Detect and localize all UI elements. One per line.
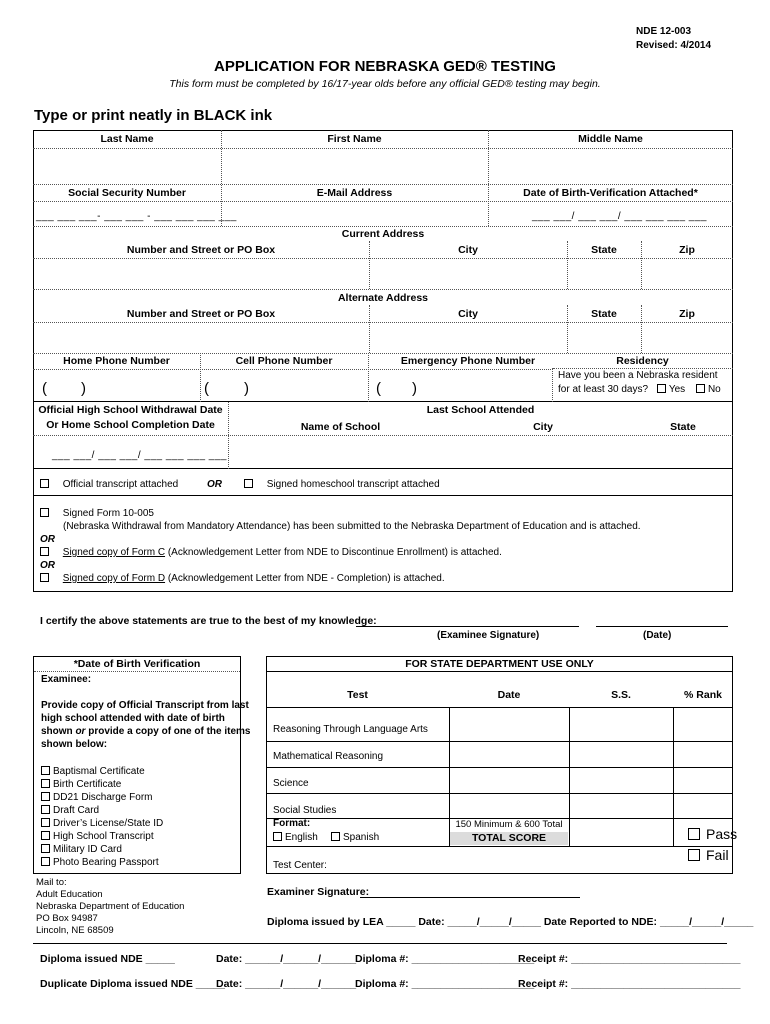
diploma-nde-receipt[interactable]: Receipt #: _____________________________	[518, 953, 741, 965]
or-label: OR	[207, 479, 222, 490]
withdrawal-date-field[interactable]: ___ ___/ ___ ___/ ___ ___ ___ ___	[52, 450, 227, 461]
cell-phone-label: Cell Phone Number	[235, 355, 333, 367]
form-d-checkbox[interactable]: Signed copy of Form D (Acknowledgement Letter from NDE - Completion) is attached.	[40, 573, 445, 584]
checkbox-icon	[41, 844, 50, 853]
or-label: OR	[40, 560, 55, 571]
dob-field[interactable]: ___ ___/ ___ ___/ ___ ___ ___ ___	[532, 211, 707, 222]
examiner-signature-label: Examiner Signature:	[267, 886, 370, 898]
dob-instructions-line2: high school attended with date of birth	[41, 713, 225, 724]
checkbox-icon	[40, 479, 49, 488]
hs-transcript-checkbox[interactable]: High School Transcript	[41, 831, 154, 842]
current-city-field[interactable]	[370, 259, 566, 288]
home-phone-field[interactable]: ( )	[42, 380, 86, 397]
school-state-label: State	[670, 421, 696, 433]
ssn-label: Social Security Number	[68, 187, 186, 199]
withdrawal-label-line1: Official High School Withdrawal Date	[38, 404, 223, 416]
form-title: APPLICATION FOR NEBRASKA GED® TESTING	[214, 58, 556, 75]
col-test: Test	[347, 689, 368, 701]
draft-card-checkbox[interactable]: Draft Card	[41, 805, 99, 816]
certify-statement: I certify the above statements are true to the best of my knowledge:	[40, 615, 377, 627]
cell-phone-field[interactable]: ( )	[204, 380, 249, 397]
middle-name-label: Middle Name	[578, 133, 643, 145]
or-label: OR	[40, 534, 55, 545]
first-name-label: First Name	[327, 133, 382, 145]
checkbox-icon	[41, 805, 50, 814]
emergency-phone-field[interactable]: ( )	[376, 380, 417, 397]
dd21-checkbox[interactable]: DD21 Discharge Form	[41, 792, 152, 803]
alternate-city-label: City	[458, 308, 478, 320]
current-state-field[interactable]	[568, 259, 640, 288]
dob-instructions-line1: Provide copy of Official Transcript from last	[41, 700, 249, 711]
email-label: E-Mail Address	[316, 187, 393, 199]
checkbox-icon	[41, 831, 50, 840]
test-science: Science	[273, 778, 309, 789]
examinee-date-line[interactable]	[596, 626, 728, 627]
alternate-state-field[interactable]	[568, 323, 640, 352]
revised-date: Revised: 4/2014	[636, 40, 712, 51]
checkbox-icon	[41, 857, 50, 866]
duplicate-diploma-label[interactable]: Duplicate Diploma issued NDE _____	[40, 978, 225, 990]
drivers-license-checkbox[interactable]: Driver’s License/State ID	[41, 818, 163, 829]
test-center-label: Test Center:	[273, 860, 327, 871]
residency-question-line1: Have you been a Nebraska resident	[558, 370, 718, 381]
alternate-state-label: State	[591, 308, 617, 320]
test-math: Mathematical Reasoning	[273, 751, 384, 762]
ssn-field[interactable]: ___ ___ ___- ___ ___ - ___ ___ ___ ___	[36, 211, 237, 222]
examinee-signature-line[interactable]	[356, 626, 579, 627]
checkbox-icon	[41, 779, 50, 788]
email-field[interactable]	[222, 202, 487, 225]
diploma-nde-label[interactable]: Diploma issued NDE _____	[40, 953, 175, 965]
mail-to-line2: Nebraska Department of Education	[36, 901, 185, 912]
current-street-field[interactable]	[34, 259, 368, 288]
baptismal-certificate-checkbox[interactable]: Baptismal Certificate	[41, 766, 145, 777]
current-state-label: State	[591, 244, 617, 256]
duplicate-diploma-date[interactable]: Date: ______/______/______	[216, 978, 357, 990]
current-street-label: Number and Street or PO Box	[126, 244, 276, 256]
homeschool-transcript-checkbox[interactable]: Signed homeschool transcript attached	[244, 479, 440, 490]
alternate-zip-label: Zip	[679, 308, 695, 320]
form-c-checkbox[interactable]: Signed copy of Form C (Acknowledgement Letter from NDE to Discontinue Enrollment) is attached.	[40, 547, 502, 558]
checkbox-icon	[244, 479, 253, 488]
form-number: NDE 12-003	[636, 26, 692, 37]
withdrawal-label-line2: Or Home School Completion Date	[46, 419, 215, 431]
alternate-city-field[interactable]	[370, 323, 566, 352]
dob-verification-heading: *Date of Birth Verification	[73, 658, 201, 670]
last-school-heading: Last School Attended	[426, 404, 535, 416]
form-subtitle: This form must be completed by 16/17-year olds before any official GED® testing may begin.	[169, 78, 601, 90]
first-name-field[interactable]	[222, 149, 487, 183]
school-name-label: Name of School	[300, 421, 381, 433]
mail-to-label: Mail to:	[36, 877, 67, 888]
mail-to-line4: Lincoln, NE 68509	[36, 925, 114, 936]
fail-checkbox[interactable]: Fail	[688, 847, 729, 863]
current-zip-field[interactable]	[642, 259, 732, 288]
checkbox-icon	[41, 818, 50, 827]
last-name-field[interactable]	[34, 149, 220, 183]
format-spanish-checkbox[interactable]: Spanish	[331, 832, 379, 843]
checkbox-icon	[657, 384, 666, 393]
examiner-signature-line[interactable]	[360, 897, 580, 898]
military-id-checkbox[interactable]: Military ID Card	[41, 844, 122, 855]
checkbox-icon	[696, 384, 705, 393]
alternate-street-label: Number and Street or PO Box	[126, 308, 276, 320]
dob-instructions-line4: shown below:	[41, 739, 108, 750]
mail-to-line1: Adult Education	[36, 889, 103, 900]
pass-checkbox[interactable]: Pass	[688, 826, 737, 842]
form-10005-description: (Nebraska Withdrawal from Mandatory Attendance) has been submitted to the Nebraska Department of Education and is attached.	[63, 521, 641, 532]
mail-to-line3: PO Box 94987	[36, 913, 98, 924]
current-zip-label: Zip	[679, 244, 695, 256]
diploma-nde-number[interactable]: Diploma #: _____________________	[355, 953, 535, 965]
checkbox-icon	[41, 792, 50, 801]
form-10005-checkbox[interactable]: Signed Form 10-005	[40, 508, 154, 519]
col-ss: S.S.	[611, 689, 631, 701]
dob-label: Date of Birth-Verification Attached*	[523, 187, 698, 199]
alternate-street-field[interactable]	[34, 323, 368, 352]
alternate-zip-field[interactable]	[642, 323, 732, 352]
state-use-heading: FOR STATE DEPARTMENT USE ONLY	[405, 658, 594, 670]
school-city-label: City	[533, 421, 553, 433]
checkbox-icon	[40, 573, 49, 582]
checkbox-icon	[688, 828, 700, 840]
residency-yes-checkbox[interactable]: Yes	[657, 384, 685, 395]
dob-instructions-line3: shown or provide a copy of one of the items	[41, 726, 251, 737]
format-english-checkbox[interactable]: English	[273, 832, 318, 843]
signature-caption: (Examinee Signature)	[437, 630, 540, 641]
emergency-phone-label: Emergency Phone Number	[400, 355, 536, 367]
birth-certificate-checkbox[interactable]: Birth Certificate	[41, 779, 121, 790]
diploma-lea-line[interactable]: Diploma issued by LEA _____ Date: _____/_____/_____ Date Reported to NDE: _____/_____/_____	[267, 916, 754, 928]
passport-checkbox[interactable]: Photo Bearing Passport	[41, 857, 159, 868]
diploma-nde-date[interactable]: Date: ______/______/______	[216, 953, 357, 965]
current-city-label: City	[458, 244, 478, 256]
test-rla: Reasoning Through Language Arts	[273, 724, 428, 735]
last-name-label: Last Name	[100, 133, 154, 145]
residency-label: Residency	[616, 355, 669, 367]
checkbox-icon	[40, 508, 49, 517]
test-social-studies: Social Studies	[273, 805, 337, 816]
residency-question-line2: for at least 30 days? Yes No	[558, 384, 721, 395]
col-date: Date	[497, 689, 521, 701]
current-address-heading: Current Address	[341, 228, 425, 240]
official-transcript-checkbox[interactable]: Official transcript attached	[40, 479, 178, 490]
checkbox-icon	[40, 547, 49, 556]
checkbox-icon	[331, 832, 340, 841]
duplicate-diploma-receipt[interactable]: Receipt #: _____________________________	[518, 978, 741, 990]
ink-instruction: Type or print neatly in BLACK ink	[34, 107, 273, 124]
middle-name-field[interactable]	[489, 149, 732, 183]
home-phone-label: Home Phone Number	[63, 355, 170, 367]
duplicate-diploma-number[interactable]: Diploma #: _____________________	[355, 978, 535, 990]
checkbox-icon	[41, 766, 50, 775]
date-caption: (Date)	[643, 630, 672, 641]
total-score-label: TOTAL SCORE	[471, 832, 547, 844]
col-rank: % Rank	[684, 689, 722, 701]
checkbox-icon	[688, 849, 700, 861]
format-label: Format:	[273, 818, 311, 829]
checkbox-icon	[273, 832, 282, 841]
footer-divider	[33, 943, 727, 944]
examinee-label: Examinee:	[41, 674, 92, 685]
residency-no-checkbox[interactable]: No	[696, 384, 721, 395]
alternate-address-heading: Alternate Address	[337, 292, 429, 304]
minimum-note: 150 Minimum & 600 Total	[455, 819, 563, 830]
school-entry-field[interactable]	[229, 436, 732, 468]
